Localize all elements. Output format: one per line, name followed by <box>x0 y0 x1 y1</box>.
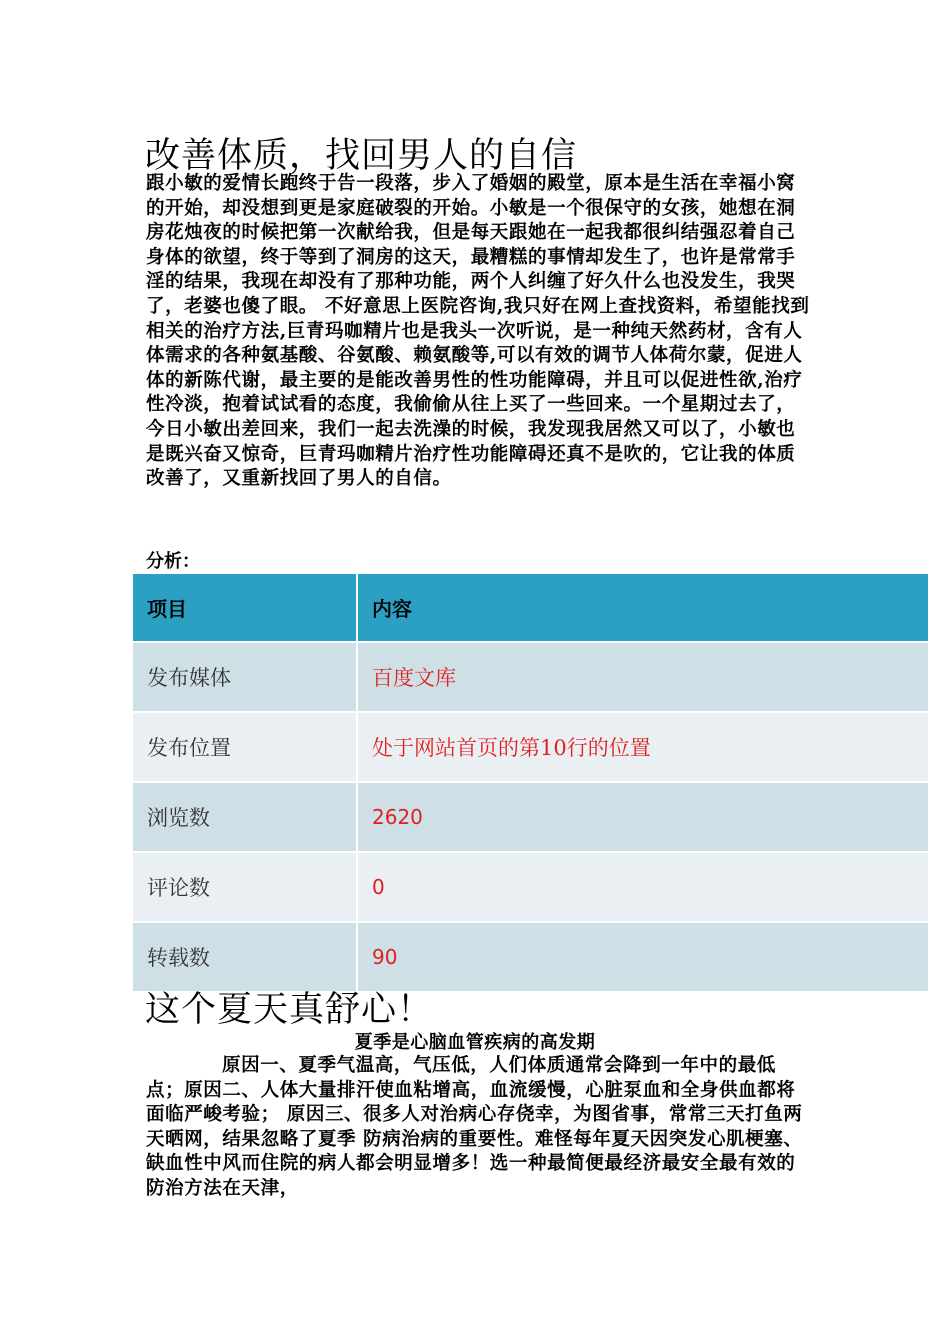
table-cell-key: 发布媒体 <box>133 642 357 712</box>
table-header-item: 项目 <box>133 574 357 642</box>
table-row <box>133 852 928 922</box>
analysis-table <box>133 574 928 991</box>
section2-body-container <box>146 1054 814 1202</box>
table-row <box>133 782 928 852</box>
table-row <box>133 712 928 782</box>
section2-subtitle: 夏季是心脑血管疾病的高发期 <box>354 1032 596 1053</box>
section2-title: 这个夏天真舒心！ <box>145 990 434 1030</box>
analysis-label: 分析： <box>146 551 200 572</box>
section1-body: 跟小敏的爱情长跑终于告一段落，步入了婚姻的殿堂，原本是生活在幸福小窝的开始，却没想到更是家庭破裂的开始。小敏是一个很保守的女孩，她想在洞房花烛夜的时候把第一次献给我，但是每天跟她在一起我都很纠结强忍着自己身体的欲望，终于等到了洞房的这天，最糟糕的事情却发生了，也许是常常手淫的结果，我现在却没有了那种功能，两个人纠缠了好久什么也没发生，我哭了，老婆也傻了眼。 不好意思上医院咨询,我只好在网上查找资料，希望能找到相关的治疗方法,巨青玛咖精片也是我头一次听说，是一种纯天然药材，含有人体需求的各种氨基酸、谷氨酸、赖氨酸等,可以有效的调节人体荷尔蒙，促进人体的新陈代谢，最主要的是能改善男性的性功能障碍，并且可以促进性欲,治疗性冷淡，抱着试试看的态度，我偷偷从往上买了一些回来。一个星期过去了，今日小敏出差回来，我们一起去洗澡的时候，我发现我居然又可以了，小敏也是既兴奋又惊奇，巨青玛咖精片治疗性功能障碍还真不是吹的，它让我的体质改善了，又重新找回了男人的自信。 <box>146 173 810 490</box>
table-cell-value: 90 <box>357 922 928 991</box>
table-cell-value: 0 <box>357 852 928 922</box>
table-cell-key: 发布位置 <box>133 712 357 782</box>
table-header-row <box>133 574 928 642</box>
table-cell-value: 百度文库 <box>357 642 928 712</box>
section1-title: 改善体质，找回男人的自信 <box>145 136 578 176</box>
table-cell-value: 处于网站首页的第10行的位置 <box>357 712 928 782</box>
table-cell-key: 评论数 <box>133 852 357 922</box>
table-row <box>133 642 928 712</box>
table-cell-value: 2620 <box>357 782 928 852</box>
table-header-content: 内容 <box>357 574 928 642</box>
table-cell-key: 转载数 <box>133 922 357 991</box>
table-cell-key: 浏览数 <box>133 782 357 852</box>
section2-body: 原因一、夏季气温高，气压低，人们体质通常会降到一年中的最低点；原因二、人体大量排汗使血粘增高，血流缓慢，心脏泵血和全身供血都将面临严峻考验； 原因三、很多人对治病心存侥幸，为图省事，常常三天打鱼两天晒网，结果忽略了夏季 防病治病的重要性。难怪每年夏天因突发心肌梗塞、缺血性中风而住院的病人都会明显增多！选一种最简便最经济最安全最有效的防治方法在天津， <box>146 1055 803 1199</box>
table-row <box>133 922 928 991</box>
